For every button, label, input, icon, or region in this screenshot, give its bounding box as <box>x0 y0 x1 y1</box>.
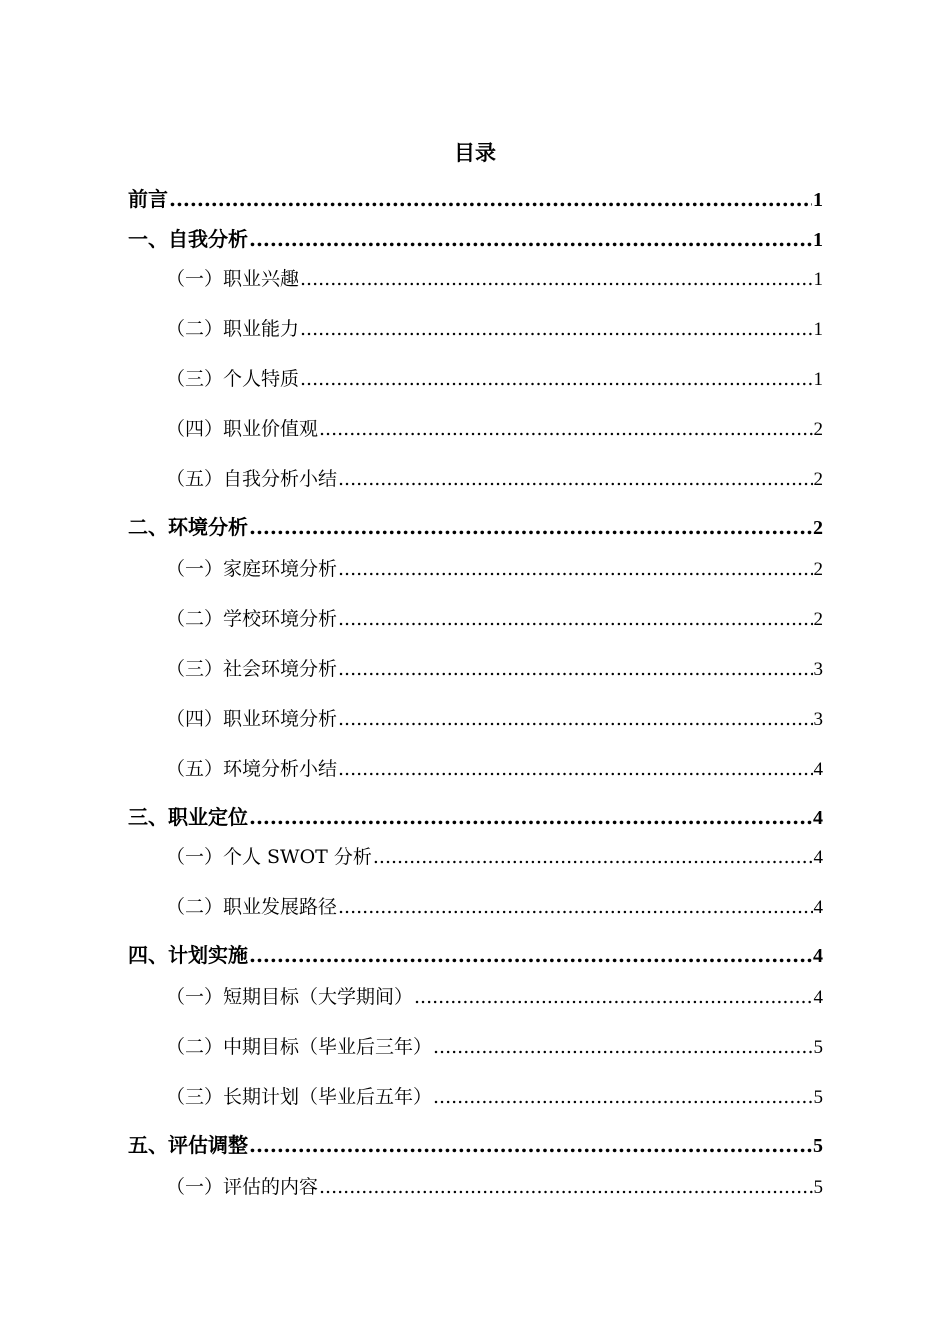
toc-page-number: 3 <box>813 709 823 730</box>
toc-entry-text: （二）学校环境分析 <box>166 608 338 630</box>
toc-entry-subsection[interactable] <box>166 1083 823 1111</box>
toc-leader-dots <box>338 893 812 921</box>
toc-entry-text: （四）职业环境分析 <box>166 708 338 730</box>
toc-entry-subsection[interactable] <box>166 893 823 921</box>
toc-page-number: 1 <box>813 229 823 251</box>
toc-entry-text: （二）中期目标（毕业后三年） <box>166 1036 433 1058</box>
toc-entry-subsection[interactable] <box>166 1033 823 1061</box>
toc-entry-text: （四）职业价值观 <box>166 418 319 440</box>
toc-page-number: 1 <box>813 369 823 390</box>
toc-title: 目录 <box>454 140 496 165</box>
toc-page-number: 2 <box>813 419 823 440</box>
toc-leader-dots <box>338 465 812 493</box>
toc-leader-dots <box>249 1131 812 1159</box>
toc-entry-text: （一）评估的内容 <box>166 1176 319 1198</box>
toc-page-number: 1 <box>813 269 823 290</box>
toc-entry-subsection[interactable] <box>166 843 823 871</box>
toc-entry-text: （一）短期目标（大学期间） <box>166 986 414 1008</box>
toc-leader-dots <box>300 315 812 343</box>
toc-leader-dots <box>249 225 812 253</box>
toc-entry-text: 二、环境分析 <box>128 515 248 539</box>
toc-page-number: 1 <box>813 189 823 211</box>
toc-entry-text: （一）家庭环境分析 <box>166 558 338 580</box>
toc-page-number: 4 <box>813 807 823 829</box>
toc-entry-text: （二）职业能力 <box>166 318 300 340</box>
toc-entry-subsection[interactable] <box>166 555 823 583</box>
toc-entry-text: （五）环境分析小结 <box>166 758 338 780</box>
toc-page-number: 4 <box>813 759 823 780</box>
toc-leader-dots <box>319 1173 812 1201</box>
toc-leader-dots <box>249 513 812 541</box>
toc-entry-section[interactable] <box>128 803 823 831</box>
toc-entry-subsection[interactable] <box>166 365 823 393</box>
toc-page-number: 2 <box>813 559 823 580</box>
toc-entry-subsection[interactable] <box>166 1173 823 1201</box>
toc-page-number: 4 <box>813 945 823 967</box>
toc-entry-subsection[interactable] <box>166 415 823 443</box>
toc-leader-dots <box>338 705 812 733</box>
toc-leader-dots <box>338 605 812 633</box>
toc-entry-subsection[interactable] <box>166 465 823 493</box>
toc-entry-subsection[interactable] <box>166 605 823 633</box>
toc-leader-dots <box>373 843 813 871</box>
toc-entry-subsection[interactable] <box>166 265 823 293</box>
toc-leader-dots <box>414 983 812 1011</box>
toc-entry-text: 四、计划实施 <box>128 943 248 967</box>
toc-leader-dots <box>169 185 812 213</box>
toc-page-number: 5 <box>813 1087 823 1108</box>
toc-entry-text: 一、自我分析 <box>128 227 248 251</box>
toc-page-number: 5 <box>813 1037 823 1058</box>
toc-entry-text: （三）社会环境分析 <box>166 658 338 680</box>
toc-entry-subsection[interactable] <box>166 755 823 783</box>
toc-page-number: 4 <box>813 897 823 918</box>
toc-page-number: 2 <box>813 609 823 630</box>
toc-leader-dots <box>338 555 812 583</box>
toc-entry-text: （三）个人特质 <box>166 368 300 390</box>
toc-leader-dots <box>249 941 812 969</box>
toc-page-number: 1 <box>813 319 823 340</box>
toc-entry-section[interactable] <box>128 513 823 541</box>
toc-entry-subsection[interactable] <box>166 315 823 343</box>
toc-leader-dots <box>319 415 812 443</box>
toc-page-number: 4 <box>813 847 823 868</box>
toc-leader-dots <box>300 265 812 293</box>
toc-page-number: 5 <box>813 1135 823 1157</box>
toc-entry-text: （一）职业兴趣 <box>166 268 300 290</box>
toc-entry-text: （一）个人 SWOT 分析 <box>166 846 372 868</box>
toc-page-number: 5 <box>813 1177 823 1198</box>
toc-page-number: 4 <box>813 987 823 1008</box>
toc-entry-section[interactable] <box>128 941 823 969</box>
toc-entry-text: 三、职业定位 <box>128 805 248 829</box>
toc-page-number: 2 <box>813 469 823 490</box>
toc-leader-dots <box>249 803 812 831</box>
toc-entry-section[interactable] <box>128 185 823 213</box>
toc-page-number: 2 <box>813 517 823 539</box>
toc-entry-text: （五）自我分析小结 <box>166 468 338 490</box>
toc-leader-dots <box>338 655 812 683</box>
toc-entry-subsection[interactable] <box>166 705 823 733</box>
toc-entry-text: （三）长期计划（毕业后五年） <box>166 1086 433 1108</box>
toc-entry-text: 五、评估调整 <box>128 1133 248 1157</box>
toc-entry-text: 前言 <box>128 187 168 211</box>
toc-leader-dots <box>300 365 812 393</box>
toc-leader-dots <box>433 1083 812 1111</box>
toc-page-number: 3 <box>813 659 823 680</box>
toc-leader-dots <box>338 755 812 783</box>
toc-leader-dots <box>433 1033 812 1061</box>
toc-entry-text: （二）职业发展路径 <box>166 896 338 918</box>
toc-entry-section[interactable] <box>128 225 823 253</box>
toc-entry-subsection[interactable] <box>166 655 823 683</box>
toc-entry-subsection[interactable] <box>166 983 823 1011</box>
toc-entry-section[interactable] <box>128 1131 823 1159</box>
